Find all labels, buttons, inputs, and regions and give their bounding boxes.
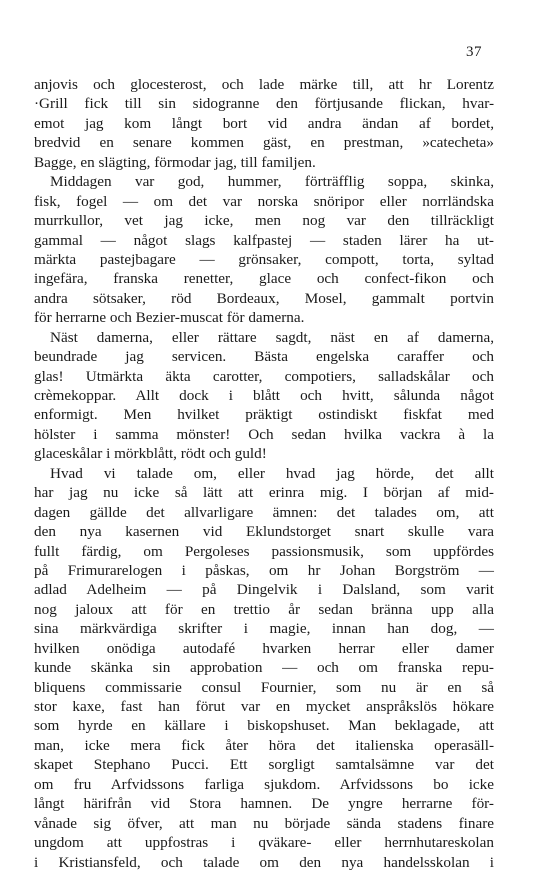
text-line: murrkullor, vet jag icke, men nog var den tillräckligt: [34, 212, 494, 230]
text-line: Bagge, en slägting, förmodar jag, till familjen.: [34, 153, 316, 171]
text-line: den nya kasernen vid Eklundstorget snart skulle vara: [34, 523, 494, 541]
text-line: dagen gällde det allvarligare ämnen: det talades om, att: [34, 503, 494, 521]
text-line: emot jag kom långt bort vid andra ändan af bordet,: [34, 114, 494, 132]
text-line: glas! Utmärkta äkta carotter, compotiers, salladskålar och: [34, 367, 494, 385]
text-line: för herrarne och Bezier-muscat för damerna.: [34, 309, 305, 327]
text-line: andra sötsaker, röd Bordeaux, Mosel, gammalt portvin: [34, 289, 494, 307]
text-line: nog jaloux att för en trettio år sedan bränna upp alla: [34, 600, 494, 618]
text-line: man, icke mera fick åter höra det italienska operasäll-: [34, 736, 494, 754]
text-line: skapet Stephano Pucci. Ett sorgligt samtalsämne var det: [34, 756, 494, 774]
text-line: hölster i samma mönster! Och sedan hvilka vackra à la: [34, 425, 494, 443]
text-line: på Frimurarelogen i påskas, om hr Johan Borgström —: [34, 561, 494, 579]
text-line: crèmekoppar. Allt dock i blått och hvitt, sålunda något: [34, 387, 494, 404]
text-line: ingefära, franska renetter, glace och confect-fikon och: [34, 270, 494, 288]
text-line: anjovis och glocesterost, och lade märke till, att hr Lorentz: [34, 76, 494, 93]
text-line: ungdom att uppfostras i qväkare- eller herrnhutareskolan: [34, 834, 494, 852]
text-line: beundrade jag servicen. Bästa engelska caraffer och: [34, 348, 494, 366]
text-line: fisk, fogel — om det var norska snöripor eller norrländska: [34, 192, 494, 210]
text-line: har jag nu icke så lätt att erinra mig. I början af mid-: [34, 484, 494, 502]
text-line: Middagen var god, hummer, förträfflig soppa, skinka,: [50, 173, 494, 191]
text-line: bredvid en senare kommen gäst, en prestman, »catecheta»: [34, 134, 494, 152]
text-line: i Kristiansfeld, och talade om den nya handelsskolan i: [34, 853, 494, 871]
text-line: enformigt. Men hvilket präktigt ostindiskt fiskfat med: [34, 406, 494, 424]
text-line: sina märkvärdiga skrifter i magie, innan han dog, —: [34, 620, 494, 638]
page-number: 37: [466, 44, 482, 60]
text-line: som hyrde en källare i biskopshuset. Man beklagade, att: [34, 717, 494, 735]
body-text: [34, 75, 494, 872]
text-line: ·Grill fick till sin sidogranne den förtjusande flickan, hvar-: [34, 95, 494, 113]
text-line: långt härifrån vid Stora hamnen. De yngre herrarne för-: [34, 795, 494, 813]
text-line: hvilken onödiga autodafé hvarken herrar eller damer: [34, 639, 494, 657]
text-line: bliquens commissarie consul Fournier, som nu är en så: [34, 678, 494, 696]
text-line: Hvad vi talade om, eller hvad jag hörde, det allt: [50, 464, 494, 482]
text-line: fullt färdig, om Pergoleses passionsmusik, som uppfördes: [34, 542, 494, 560]
text-line: glaceskålar i mörkblått, rödt och guld!: [34, 445, 267, 463]
text-line: vånade sig öfver, att man nu började sända stadens finare: [34, 814, 494, 832]
text-line: om fru Arfvidssons farliga sjukdom. Arfvidssons bo icke: [34, 775, 494, 793]
text-line: gammal — något slags kalfpastej — staden lärer ha ut-: [34, 231, 494, 249]
text-line: märkta pastejbagare — grönsaker, compott, torta, syltad: [34, 250, 494, 268]
text-line: Näst damerna, eller rättare sagdt, näst en af damerna,: [50, 328, 494, 346]
text-line: kunde skänka sin approbation — och om franska repu-: [34, 659, 494, 677]
text-line: adlad Adelheim — på Dingelvik i Dalsland, som varit: [34, 581, 494, 599]
text-line: stor kaxe, fast han förut var en mycket anspråkslös hökare: [34, 698, 494, 715]
